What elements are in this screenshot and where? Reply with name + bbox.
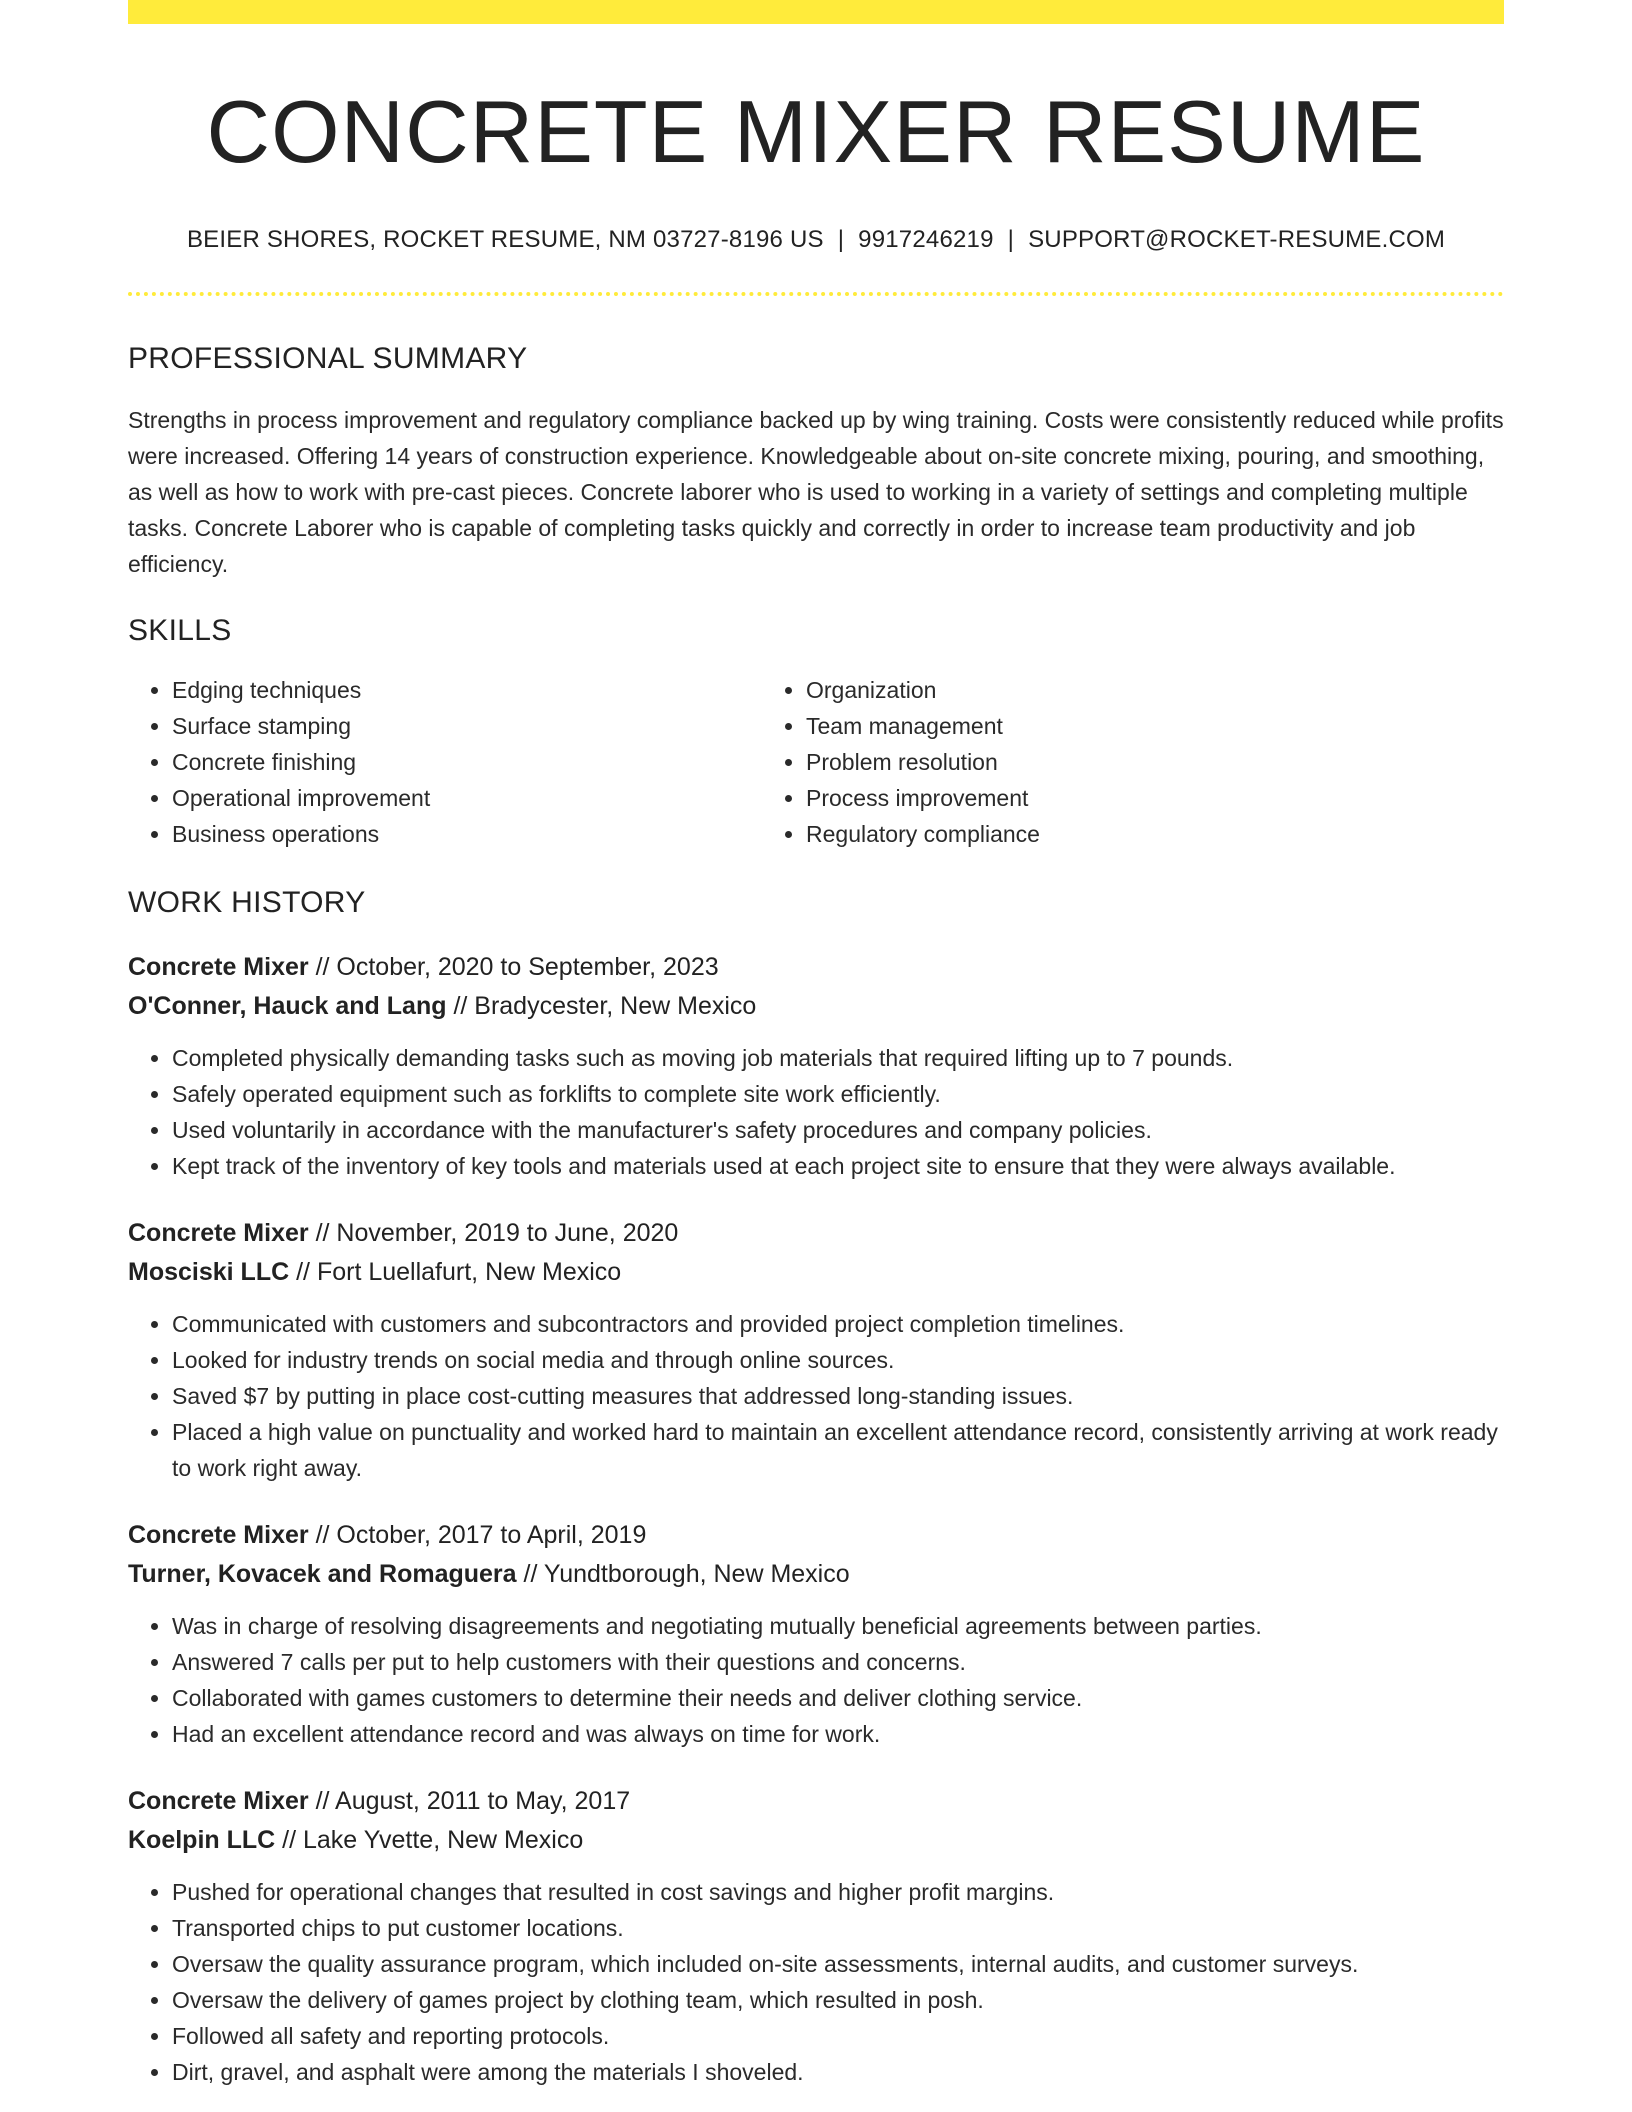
job-bullet: • Collaborated with games customers to determine their needs and deliver clothing service. xyxy=(172,1680,1504,1716)
skill-item: • Process improvement xyxy=(806,780,1396,816)
skill-item: • Operational improvement xyxy=(172,780,762,816)
job-bullet: • Safely operated equipment such as forklifts to complete site work efficiently. xyxy=(172,1076,1504,1112)
job-title-line xyxy=(128,948,1504,987)
job-dates: // August, 2011 to May, 2017 xyxy=(308,1787,631,1816)
job-entry xyxy=(128,1516,1504,1752)
job-dates: // October, 2020 to September, 2023 xyxy=(308,953,719,982)
job-title: Concrete Mixer xyxy=(128,1521,309,1550)
skills-column-left xyxy=(128,672,762,852)
job-bullet: • Was in charge of resolving disagreements and negotiating mutually beneficial agreements between parties. xyxy=(172,1608,1504,1644)
contact-email: SUPPORT@ROCKET-RESUME.COM xyxy=(1028,226,1446,254)
summary-heading: PROFESSIONAL SUMMARY xyxy=(128,342,528,376)
skill-item: • Concrete finishing xyxy=(172,744,762,780)
job-company-line xyxy=(128,1821,1504,1860)
job-bullet: • Oversaw the quality assurance program, which included on-site assessments, internal audits, and customer surveys. xyxy=(172,1946,1504,1982)
job-location: // Bradycester, New Mexico xyxy=(446,992,757,1021)
resume-title: CONCRETE MIXER RESUME xyxy=(206,82,1426,181)
job-bullet: • Followed all safety and reporting protocols. xyxy=(172,2018,1504,2054)
job-company-line xyxy=(128,1253,1504,1292)
skills-column-right xyxy=(762,672,1396,852)
job-company: Turner, Kovacek and Romaguera xyxy=(128,1560,517,1589)
skill-item: • Surface stamping xyxy=(172,708,762,744)
skill-item: • Team management xyxy=(806,708,1396,744)
job-bullet: • Answered 7 calls per put to help customers with their questions and concerns. xyxy=(172,1644,1504,1680)
dotted-divider xyxy=(128,292,1504,296)
job-title-line xyxy=(128,1782,1504,1821)
job-bullets xyxy=(128,1306,1504,1486)
contact-address: BEIER SHORES, ROCKET RESUME, NM 03727-8196 US xyxy=(186,226,824,254)
work-history-heading: WORK HISTORY xyxy=(128,886,366,920)
job-location: // Yundtborough, New Mexico xyxy=(516,1560,850,1589)
skill-item: • Edging techniques xyxy=(172,672,762,708)
resume-page xyxy=(128,0,1504,2090)
job-company: Mosciski LLC xyxy=(128,1258,290,1287)
contact-line xyxy=(128,226,1504,254)
job-bullet: • Oversaw the delivery of games project by clothing team, which resulted in posh. xyxy=(172,1982,1504,2018)
job-bullet: • Saved $7 by putting in place cost-cutting measures that addressed long-standing issues. xyxy=(172,1378,1504,1414)
job-bullets xyxy=(128,1874,1504,2090)
contact-phone: 9917246219 xyxy=(858,226,994,254)
job-bullet: • Dirt, gravel, and asphalt were among the materials I shoveled. xyxy=(172,2054,1504,2090)
job-company-line xyxy=(128,1555,1504,1594)
job-title-line xyxy=(128,1516,1504,1555)
contact-separator: | xyxy=(837,226,845,254)
job-bullet: • Kept track of the inventory of key tools and materials used at each project site to ensure that they were always available. xyxy=(172,1148,1504,1184)
skills-heading: SKILLS xyxy=(128,614,232,648)
job-bullet: • Placed a high value on punctuality and worked hard to maintain an excellent attendance record, consistently arriving at work ready to work right away. xyxy=(172,1414,1504,1486)
job-dates: // October, 2017 to April, 2019 xyxy=(308,1521,647,1550)
skills-list xyxy=(128,672,1504,852)
skill-item: • Business operations xyxy=(172,816,762,852)
job-dates: // November, 2019 to June, 2020 xyxy=(308,1219,679,1248)
job-bullet: • Looked for industry trends on social media and through online sources. xyxy=(172,1342,1504,1378)
job-title-line xyxy=(128,1214,1504,1253)
job-location: // Lake Yvette, New Mexico xyxy=(275,1826,584,1855)
skill-item: • Regulatory compliance xyxy=(806,816,1396,852)
contact-separator: | xyxy=(1007,226,1015,254)
skill-item: • Organization xyxy=(806,672,1396,708)
job-title: Concrete Mixer xyxy=(128,953,309,982)
job-bullet: • Pushed for operational changes that resulted in cost savings and higher profit margins. xyxy=(172,1874,1504,1910)
job-title: Concrete Mixer xyxy=(128,1219,309,1248)
skill-item: • Problem resolution xyxy=(806,744,1396,780)
job-company: Koelpin LLC xyxy=(128,1826,276,1855)
job-title: Concrete Mixer xyxy=(128,1787,309,1816)
job-bullet: • Used voluntarily in accordance with the manufacturer's safety procedures and company policies. xyxy=(172,1112,1504,1148)
job-location: // Fort Luellafurt, New Mexico xyxy=(289,1258,622,1287)
job-company-line xyxy=(128,987,1504,1026)
job-bullets xyxy=(128,1040,1504,1184)
job-company: O'Conner, Hauck and Lang xyxy=(128,992,447,1021)
job-entry xyxy=(128,1782,1504,2090)
summary-text: Strengths in process improvement and regulatory compliance backed up by wing training. Costs were consistently reduced while profits were increased. Offering 14 years of construction experience. Knowledgeable about on-site concrete mixing, pouring, and smoothing, as well as how to work with pre-cast pieces. Concrete laborer who is used to working in a variety of settings and completing multiple tasks. Concrete Laborer who is capable of completing tasks quickly and correctly in order to increase team productivity and job efficiency. xyxy=(128,407,1504,578)
job-entry xyxy=(128,1214,1504,1486)
job-bullet: • Had an excellent attendance record and was always on time for work. xyxy=(172,1716,1504,1752)
job-bullet: • Communicated with customers and subcontractors and provided project completion timelines. xyxy=(172,1306,1504,1342)
accent-top-bar xyxy=(128,0,1504,24)
job-entry xyxy=(128,948,1504,1184)
job-bullets xyxy=(128,1608,1504,1752)
job-bullet: • Completed physically demanding tasks such as moving job materials that required lifting up to 7 pounds. xyxy=(172,1040,1504,1076)
job-bullet: • Transported chips to put customer locations. xyxy=(172,1910,1504,1946)
